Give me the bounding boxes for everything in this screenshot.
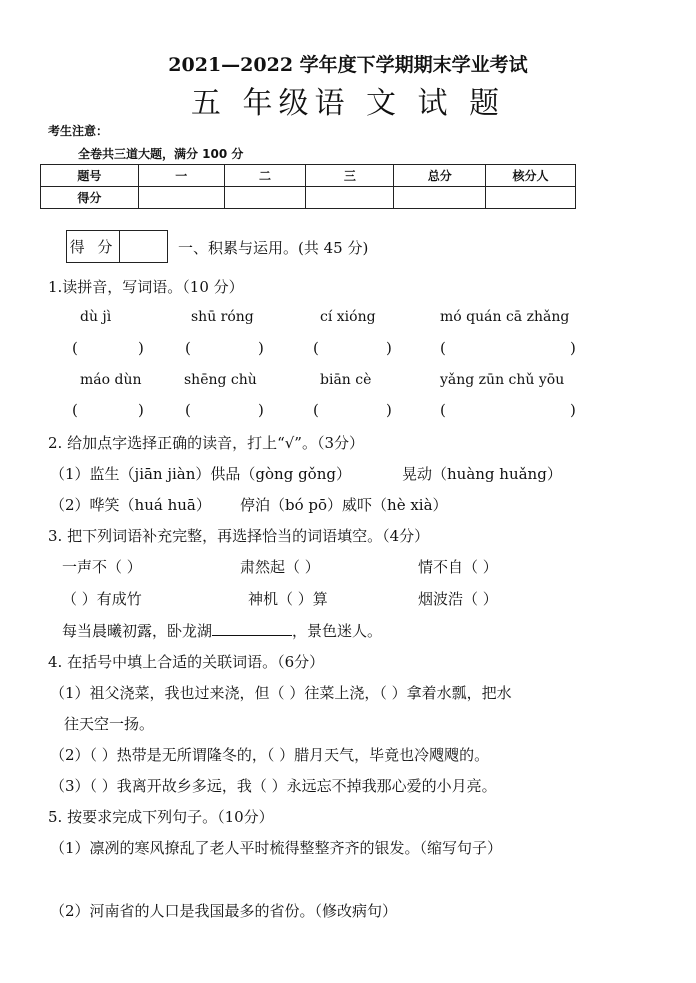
- idiom-blank: （ ）有成竹: [62, 590, 142, 608]
- exam-subtitle: 五 年级语 文 试 题: [190, 86, 506, 121]
- table-cell: 题号: [41, 165, 139, 187]
- table-cell: 得分: [41, 187, 139, 209]
- fill-sentence-end: ，景色迷人。: [292, 622, 383, 640]
- table-cell: 核分人: [486, 165, 576, 187]
- fill-sentence-start: 每当晨曦初露，卧龙湖: [62, 622, 213, 640]
- table-cell: 一: [138, 165, 224, 187]
- score-box-label: 得 分: [67, 231, 120, 262]
- question-5-label: 5. 按要求完成下列句子。（10分）: [48, 808, 274, 826]
- pinyin: cí xióng: [320, 309, 376, 325]
- question-2-line-2a: （2）哗笑（huá huā）: [50, 496, 211, 514]
- note-text: 全卷共三道大题，满分 100 分: [78, 147, 244, 161]
- pinyin: mó quán cā zhǎng: [440, 309, 570, 325]
- paren-open: (: [313, 339, 319, 357]
- question-2-line-1a: （1）监生（jiān jiàn）供品（gòng gǒng）: [50, 465, 351, 483]
- question-4-sentence-3: （3）（ ）我离开故乡多远，我（ ）永远忘不掉我那心爱的小月亮。: [50, 777, 497, 795]
- idiom-blank: 情不自（ ）: [418, 558, 498, 576]
- pinyin: biān cè: [320, 372, 372, 388]
- paren-open: (: [440, 339, 446, 357]
- paren-close: ): [258, 339, 264, 357]
- idiom-blank: 烟波浩（ ）: [418, 590, 498, 608]
- paren-open: (: [72, 401, 78, 419]
- paren-open: (: [72, 339, 78, 357]
- question-2-label: 2. 给加点字选择正确的读音，打上“√”。（3分）: [48, 434, 365, 452]
- pinyin: shēng chù: [184, 372, 257, 388]
- idiom-blank: 一声不（ ）: [62, 558, 142, 576]
- table-cell: 二: [224, 165, 306, 187]
- score-cell[interactable]: [486, 187, 576, 209]
- question-1-label: 1.读拼音，写词语。（10 分）: [48, 278, 244, 296]
- question-2-line-1b: 晃动（huàng huǎng）: [402, 465, 562, 483]
- question-5-sentence-2: （2）河南省的人口是我国最多的省份。（修改病句）: [50, 902, 398, 920]
- question-3-label: 3. 把下列词语补充完整，再选择恰当的词语填空。（4分）: [48, 527, 430, 545]
- paren-close: ): [570, 401, 576, 419]
- pinyin: dù jì: [80, 309, 112, 325]
- score-table-header-row: [41, 165, 576, 187]
- score-cell[interactable]: [394, 187, 486, 209]
- paren-close: ): [570, 339, 576, 357]
- fill-sentence: [62, 620, 382, 641]
- idiom-blank: 肃然起（ ）: [240, 558, 320, 576]
- question-2-line-2b: 停泊（bó pō）威吓（hè xià）: [240, 496, 448, 514]
- score-table: [40, 164, 576, 209]
- question-5-sentence-1: （1）凛冽的寒风撩乱了老人平时梳得整整齐齐的银发。（缩写句子）: [50, 839, 503, 857]
- question-4-sentence-1: （1）祖父浇菜，我也过来浇，但（ ）往菜上浇，（ ）拿着水瓢，把水: [50, 684, 512, 702]
- score-cell[interactable]: [138, 187, 224, 209]
- pinyin: yǎng zūn chǔ yōu: [440, 372, 565, 388]
- note-label: 考生注意：: [48, 124, 109, 138]
- paren-open: (: [185, 339, 191, 357]
- exam-title: 2021—2022 学年度下学期期末学业考试: [168, 54, 528, 76]
- paren-close: ): [258, 401, 264, 419]
- paren-close: ): [138, 401, 144, 419]
- answer-line[interactable]: [212, 621, 292, 636]
- pinyin: shū róng: [191, 309, 254, 325]
- paren-close: ): [138, 339, 144, 357]
- pinyin: máo dùn: [80, 372, 142, 388]
- table-cell: 总分: [394, 165, 486, 187]
- score-cell[interactable]: [306, 187, 394, 209]
- score-table-score-row: [41, 187, 576, 209]
- question-4-label: 4. 在括号中填上合适的关联词语。（6分）: [48, 653, 325, 671]
- question-4-sentence-1-cont: 往天空一扬。: [64, 715, 155, 733]
- paren-open: (: [185, 401, 191, 419]
- score-cell[interactable]: [224, 187, 306, 209]
- paren-close: ): [386, 401, 392, 419]
- paren-open: (: [440, 401, 446, 419]
- idiom-blank: 神机（ ）算: [248, 590, 328, 608]
- section1-heading: 一、积累与运用。(共 45 分): [178, 239, 369, 257]
- section-score-box: [66, 230, 168, 263]
- table-cell: 三: [306, 165, 394, 187]
- question-4-sentence-2: （2）（ ）热带是无所谓隆冬的，（ ）腊月天气，毕竟也冷飕飕的。: [50, 746, 490, 764]
- paren-close: ): [386, 339, 392, 357]
- paren-open: (: [313, 401, 319, 419]
